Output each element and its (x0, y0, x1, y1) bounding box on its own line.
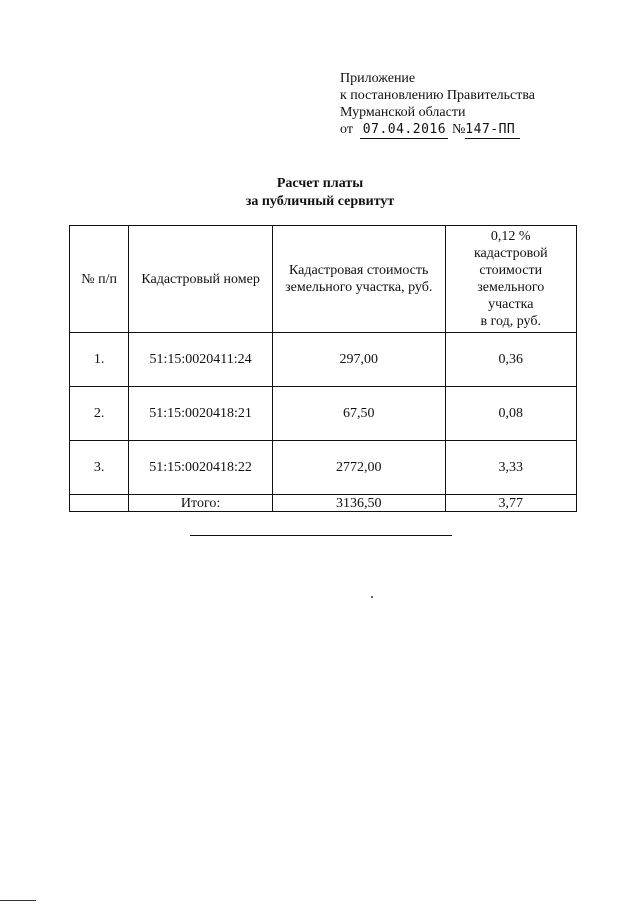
header-fee-line: 0,12 % (490, 229, 531, 244)
row-number: 1. (70, 333, 129, 387)
appendix-date-number-line (340, 121, 630, 139)
document-title (0, 175, 640, 211)
row-cadastral-number: 51:15:0020411:24 (129, 333, 273, 387)
header-number: № п/п (70, 226, 129, 333)
total-label: Итого: (129, 495, 273, 512)
appendix-title: Приложение (340, 71, 416, 86)
row-number: 3. (70, 441, 129, 495)
resolution-number: 147-ПП (465, 121, 520, 139)
title-line-1: Расчет платы (276, 176, 364, 191)
row-number: 2. (70, 387, 129, 441)
total-cadastral-value: 3136,50 (272, 495, 445, 512)
total-empty-cell (70, 495, 129, 512)
header-cadastral-value: Кадастровая стоимость земельного участка, руб. (272, 226, 445, 333)
fee-calculation-table (69, 225, 577, 512)
appendix-region-line: Мурманской области (340, 105, 466, 120)
header-fee-line: кадастровой (473, 246, 548, 261)
table-header-row (70, 226, 577, 333)
row-annual-fee: 0,08 (445, 387, 576, 441)
appendix-block (340, 70, 630, 139)
row-cadastral-number: 51:15:0020418:22 (129, 441, 273, 495)
header-fee-line: стоимости (479, 263, 543, 278)
row-cadastral-value: 2772,00 (272, 441, 445, 495)
table-row (70, 387, 577, 441)
header-annual-fee (445, 226, 576, 333)
resolution-date: 07.04.2016 (360, 121, 448, 139)
from-label: от (340, 122, 353, 137)
row-cadastral-value: 67,50 (272, 387, 445, 441)
appendix-resolution-line: к постановлению Правительства (340, 88, 536, 103)
title-line-2: за публичный сервитут (245, 194, 395, 209)
header-fee-line: участка (488, 297, 534, 312)
table-row (70, 333, 577, 387)
row-cadastral-number: 51:15:0020418:21 (129, 387, 273, 441)
scan-speck (371, 596, 373, 598)
page-corner-mark (0, 900, 36, 901)
closing-separator-line (190, 535, 452, 536)
row-cadastral-value: 297,00 (272, 333, 445, 387)
header-fee-line: в год, руб. (480, 314, 541, 329)
number-sign: № (451, 122, 466, 137)
table-row (70, 441, 577, 495)
total-annual-fee: 3,77 (445, 495, 576, 512)
header-fee-line: земельного (477, 280, 545, 295)
header-cadastral-number: Кадастровый номер (129, 226, 273, 333)
row-annual-fee: 3,33 (445, 441, 576, 495)
table-total-row (70, 495, 577, 512)
row-annual-fee: 0,36 (445, 333, 576, 387)
